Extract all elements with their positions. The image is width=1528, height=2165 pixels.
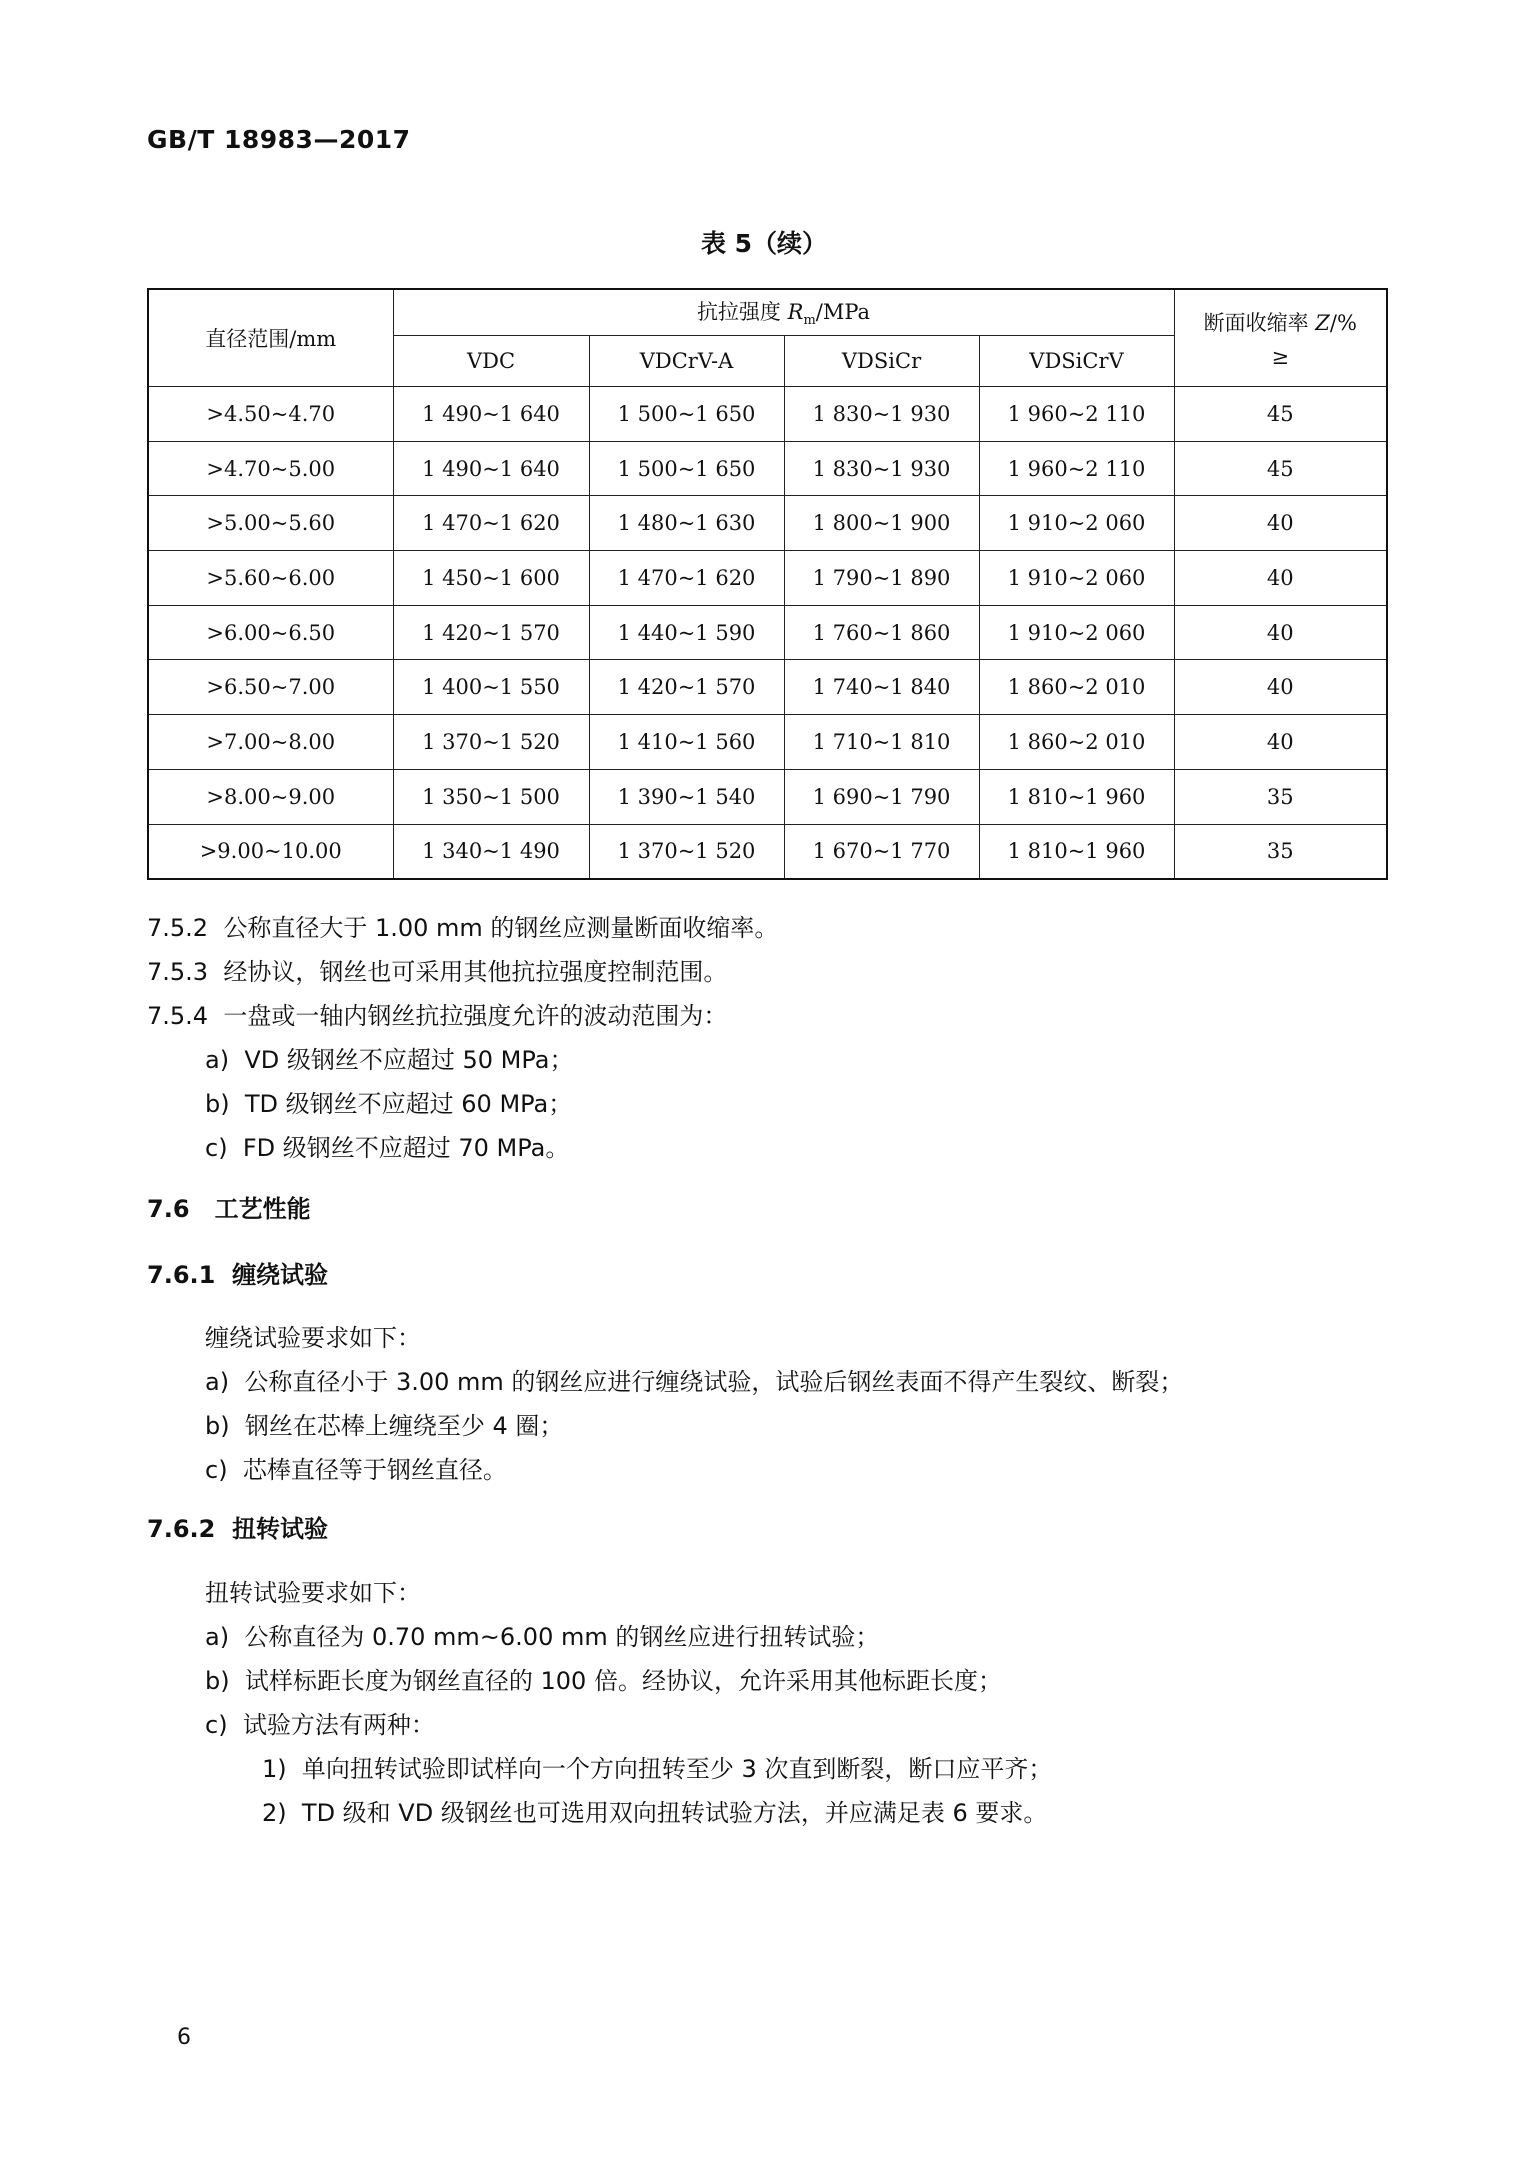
table-cell: 1 830~1 930 (784, 441, 979, 496)
table-cell: 1 370~1 520 (393, 715, 589, 770)
table-cell: 1 760~1 860 (784, 605, 979, 660)
list-item: c) 芯棒直径等于钢丝直径。 (205, 1456, 507, 1484)
table-cell: 1 810~1 960 (979, 769, 1174, 824)
table-row (148, 551, 1387, 606)
table-cell: 45 (1174, 387, 1387, 442)
clause-intro: 缠绕试验要求如下： (205, 1324, 421, 1352)
list-item: a) VD 级钢丝不应超过 50 MPa； (205, 1046, 574, 1074)
section-heading-7-6-2: 7.6.2 扭转试验 (147, 1515, 329, 1543)
table-cell: 1 860~2 010 (979, 715, 1174, 770)
header-tensile-strength: 抗拉强度 $R_m$/MPa (393, 289, 1174, 336)
header-grade: VDC (393, 336, 589, 387)
table-cell: >6.50~7.00 (148, 660, 393, 715)
list-item: b) 试样标距长度为钢丝直径的 100 倍。经协议，允许采用其他标距长度； (205, 1667, 1002, 1695)
table-cell: 1 370~1 520 (589, 824, 784, 879)
table-cell: 40 (1174, 715, 1387, 770)
list-item: a) 公称直径小于 3.00 mm 的钢丝应进行缠绕试验，试验后钢丝表面不得产生裂纹、断裂； (205, 1368, 1184, 1396)
list-item: c) FD 级钢丝不应超过 70 MPa。 (205, 1134, 570, 1162)
table-cell: 1 860~2 010 (979, 660, 1174, 715)
table-header-row-1 (148, 289, 1387, 336)
table-cell: >7.00~8.00 (148, 715, 393, 770)
table-cell: 1 690~1 790 (784, 769, 979, 824)
list-item: a) 公称直径为 0.70 mm~6.00 mm 的钢丝应进行扭转试验； (205, 1623, 880, 1651)
header-diameter: 直径范围/mm (148, 289, 393, 387)
table-row (148, 769, 1387, 824)
standard-code: GB/T 18983—2017 (147, 125, 411, 154)
section-heading-7-6: 7.6 工艺性能 (147, 1195, 311, 1223)
table-row (148, 715, 1387, 770)
table-cell: >5.00~5.60 (148, 496, 393, 551)
table-cell: 1 450~1 600 (393, 551, 589, 606)
table-cell: 1 910~2 060 (979, 496, 1174, 551)
table-row (148, 441, 1387, 496)
table-cell: 1 500~1 650 (589, 441, 784, 496)
table-cell: 1 830~1 930 (784, 387, 979, 442)
table-row (148, 387, 1387, 442)
clause-7-5-3: 7.5.3 经协议，钢丝也可采用其他抗拉强度控制范围。 (147, 958, 728, 986)
table-cell: 1 410~1 560 (589, 715, 784, 770)
table-cell: 1 470~1 620 (589, 551, 784, 606)
table-cell: >5.60~6.00 (148, 551, 393, 606)
table-cell: 40 (1174, 551, 1387, 606)
table-cell: 1 440~1 590 (589, 605, 784, 660)
table-cell: 1 500~1 650 (589, 387, 784, 442)
table-cell: 45 (1174, 441, 1387, 496)
list-item: b) 钢丝在芯棒上缠绕至少 4 圈； (205, 1412, 564, 1440)
list-item: b) TD 级钢丝不应超过 60 MPa； (205, 1090, 573, 1118)
table-cell: 1 810~1 960 (979, 824, 1174, 879)
table-cell: 1 960~2 110 (979, 387, 1174, 442)
table-row (148, 824, 1387, 879)
clause-intro: 扭转试验要求如下： (205, 1579, 421, 1607)
table-cell: 40 (1174, 496, 1387, 551)
table-cell: >4.50~4.70 (148, 387, 393, 442)
table-cell: 1 470~1 620 (393, 496, 589, 551)
table-cell: 1 420~1 570 (589, 660, 784, 715)
table-cell: 40 (1174, 605, 1387, 660)
table-cell: 1 960~2 110 (979, 441, 1174, 496)
header-grade: VDSiCrV (979, 336, 1174, 387)
table-cell: 1 490~1 640 (393, 387, 589, 442)
table-cell: 1 910~2 060 (979, 605, 1174, 660)
table-cell: >6.00~6.50 (148, 605, 393, 660)
table-cell: 1 910~2 060 (979, 551, 1174, 606)
table-cell: 1 800~1 900 (784, 496, 979, 551)
table-cell: 1 420~1 570 (393, 605, 589, 660)
table-cell: 35 (1174, 824, 1387, 879)
table-cell: >4.70~5.00 (148, 441, 393, 496)
header-grade: VDSiCr (784, 336, 979, 387)
list-item: c) 试验方法有两种： (205, 1711, 435, 1739)
table-cell: 1 350~1 500 (393, 769, 589, 824)
table-row (148, 605, 1387, 660)
table-cell: 1 490~1 640 (393, 441, 589, 496)
sub-list-item: 2) TD 级和 VD 级钢丝也可选用双向扭转试验方法，并应满足表 6 要求。 (262, 1799, 1048, 1827)
spec-table (147, 288, 1388, 880)
section-heading-7-6-1: 7.6.1 缠绕试验 (147, 1261, 329, 1289)
header-reduction-of-area: 断面收缩率 Z/% ≥ (1174, 289, 1387, 387)
table-row (148, 660, 1387, 715)
page-number: 6 (177, 2025, 191, 2050)
header-grade: VDCrV-A (589, 336, 784, 387)
table-cell: 1 790~1 890 (784, 551, 979, 606)
table-cell: 1 480~1 630 (589, 496, 784, 551)
table-cell: 40 (1174, 660, 1387, 715)
table-cell: 1 390~1 540 (589, 769, 784, 824)
table-cell: >8.00~9.00 (148, 769, 393, 824)
table-cell: 1 740~1 840 (784, 660, 979, 715)
clause-7-5-2: 7.5.2 公称直径大于 1.00 mm 的钢丝应测量断面收缩率。 (147, 914, 779, 942)
table-cell: 35 (1174, 769, 1387, 824)
table-cell: 1 340~1 490 (393, 824, 589, 879)
table-cell: 1 670~1 770 (784, 824, 979, 879)
table-cell: >9.00~10.00 (148, 824, 393, 879)
table-caption: 表 5（续） (700, 229, 828, 258)
table-cell: 1 400~1 550 (393, 660, 589, 715)
table-cell: 1 710~1 810 (784, 715, 979, 770)
table-row (148, 496, 1387, 551)
clause-7-5-4: 7.5.4 一盘或一轴内钢丝抗拉强度允许的波动范围为： (147, 1002, 728, 1030)
sub-list-item: 1) 单向扭转试验即试样向一个方向扭转至少 3 次直到断裂，断口应平齐； (262, 1755, 1053, 1783)
